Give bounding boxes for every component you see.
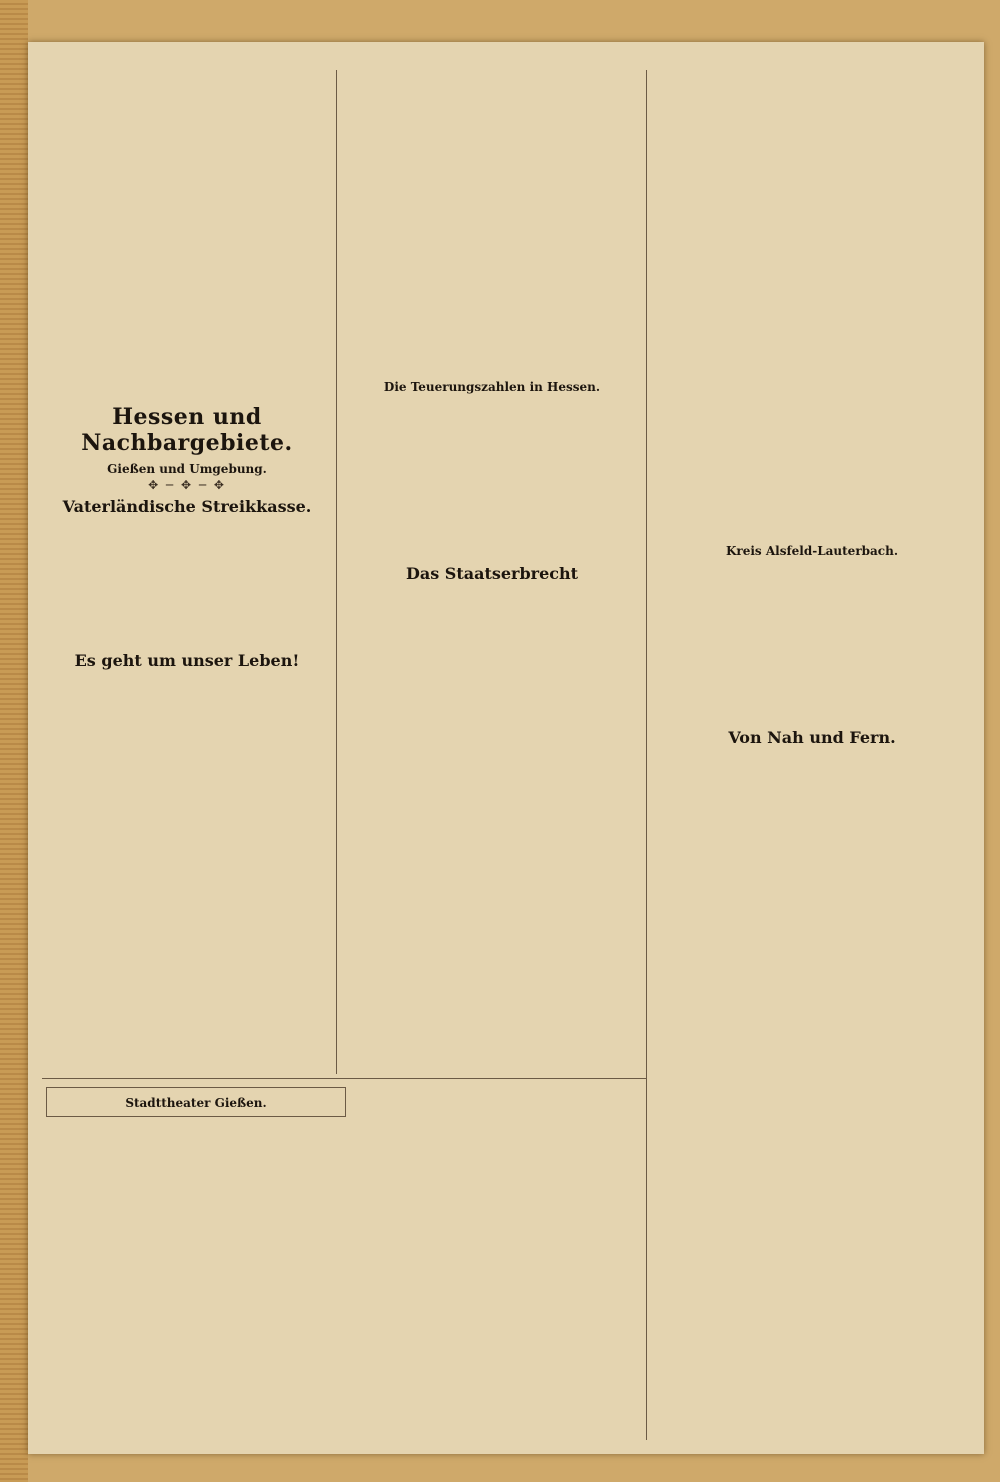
body-text bbox=[46, 521, 328, 581]
newspaper-page bbox=[28, 42, 984, 1454]
body-text bbox=[653, 238, 971, 538]
body-text bbox=[653, 562, 971, 722]
column-3 bbox=[653, 70, 971, 1440]
body-text bbox=[46, 74, 328, 234]
article-heading: Von Nah und Fern. bbox=[728, 728, 896, 747]
body-text bbox=[344, 74, 640, 374]
body-text bbox=[653, 1056, 971, 1216]
body-text bbox=[46, 238, 328, 398]
body-text bbox=[344, 398, 640, 558]
article-heading: Stadttheater Gießen. bbox=[125, 1096, 267, 1110]
column-rule bbox=[336, 70, 337, 1074]
article-heading: Es geht um unser Leben! bbox=[74, 651, 300, 670]
body-text bbox=[46, 675, 328, 975]
section-rule bbox=[42, 1078, 646, 1079]
body-text bbox=[653, 74, 971, 234]
subheading: Gießen und Umgebung. bbox=[107, 462, 267, 476]
ornament-divider: ✥ ─ ✥ ─ ✥ bbox=[148, 478, 226, 492]
column-2 bbox=[344, 70, 640, 1074]
body-text bbox=[653, 752, 971, 1052]
body-text bbox=[344, 588, 640, 888]
theater-heading-box bbox=[46, 1087, 346, 1117]
body-text bbox=[46, 1121, 346, 1421]
body-text bbox=[356, 1091, 640, 1391]
feuilleton-left bbox=[46, 1087, 346, 1432]
feuilleton-right bbox=[356, 1087, 640, 1432]
column-1 bbox=[46, 70, 328, 1074]
article-heading: Kreis Alsfeld-Lauterbach. bbox=[725, 544, 899, 558]
article-heading: Vaterländische Streikkasse. bbox=[62, 497, 312, 516]
column-rule bbox=[646, 70, 647, 1440]
body-text bbox=[46, 585, 328, 645]
article-heading: Die Teuerungszahlen in Hessen. bbox=[383, 380, 601, 394]
section-heading: Hessen und Nachbargebiete. bbox=[81, 404, 293, 456]
binding-edge bbox=[0, 0, 28, 1482]
article-heading: Das Staatserbrecht bbox=[405, 564, 579, 583]
